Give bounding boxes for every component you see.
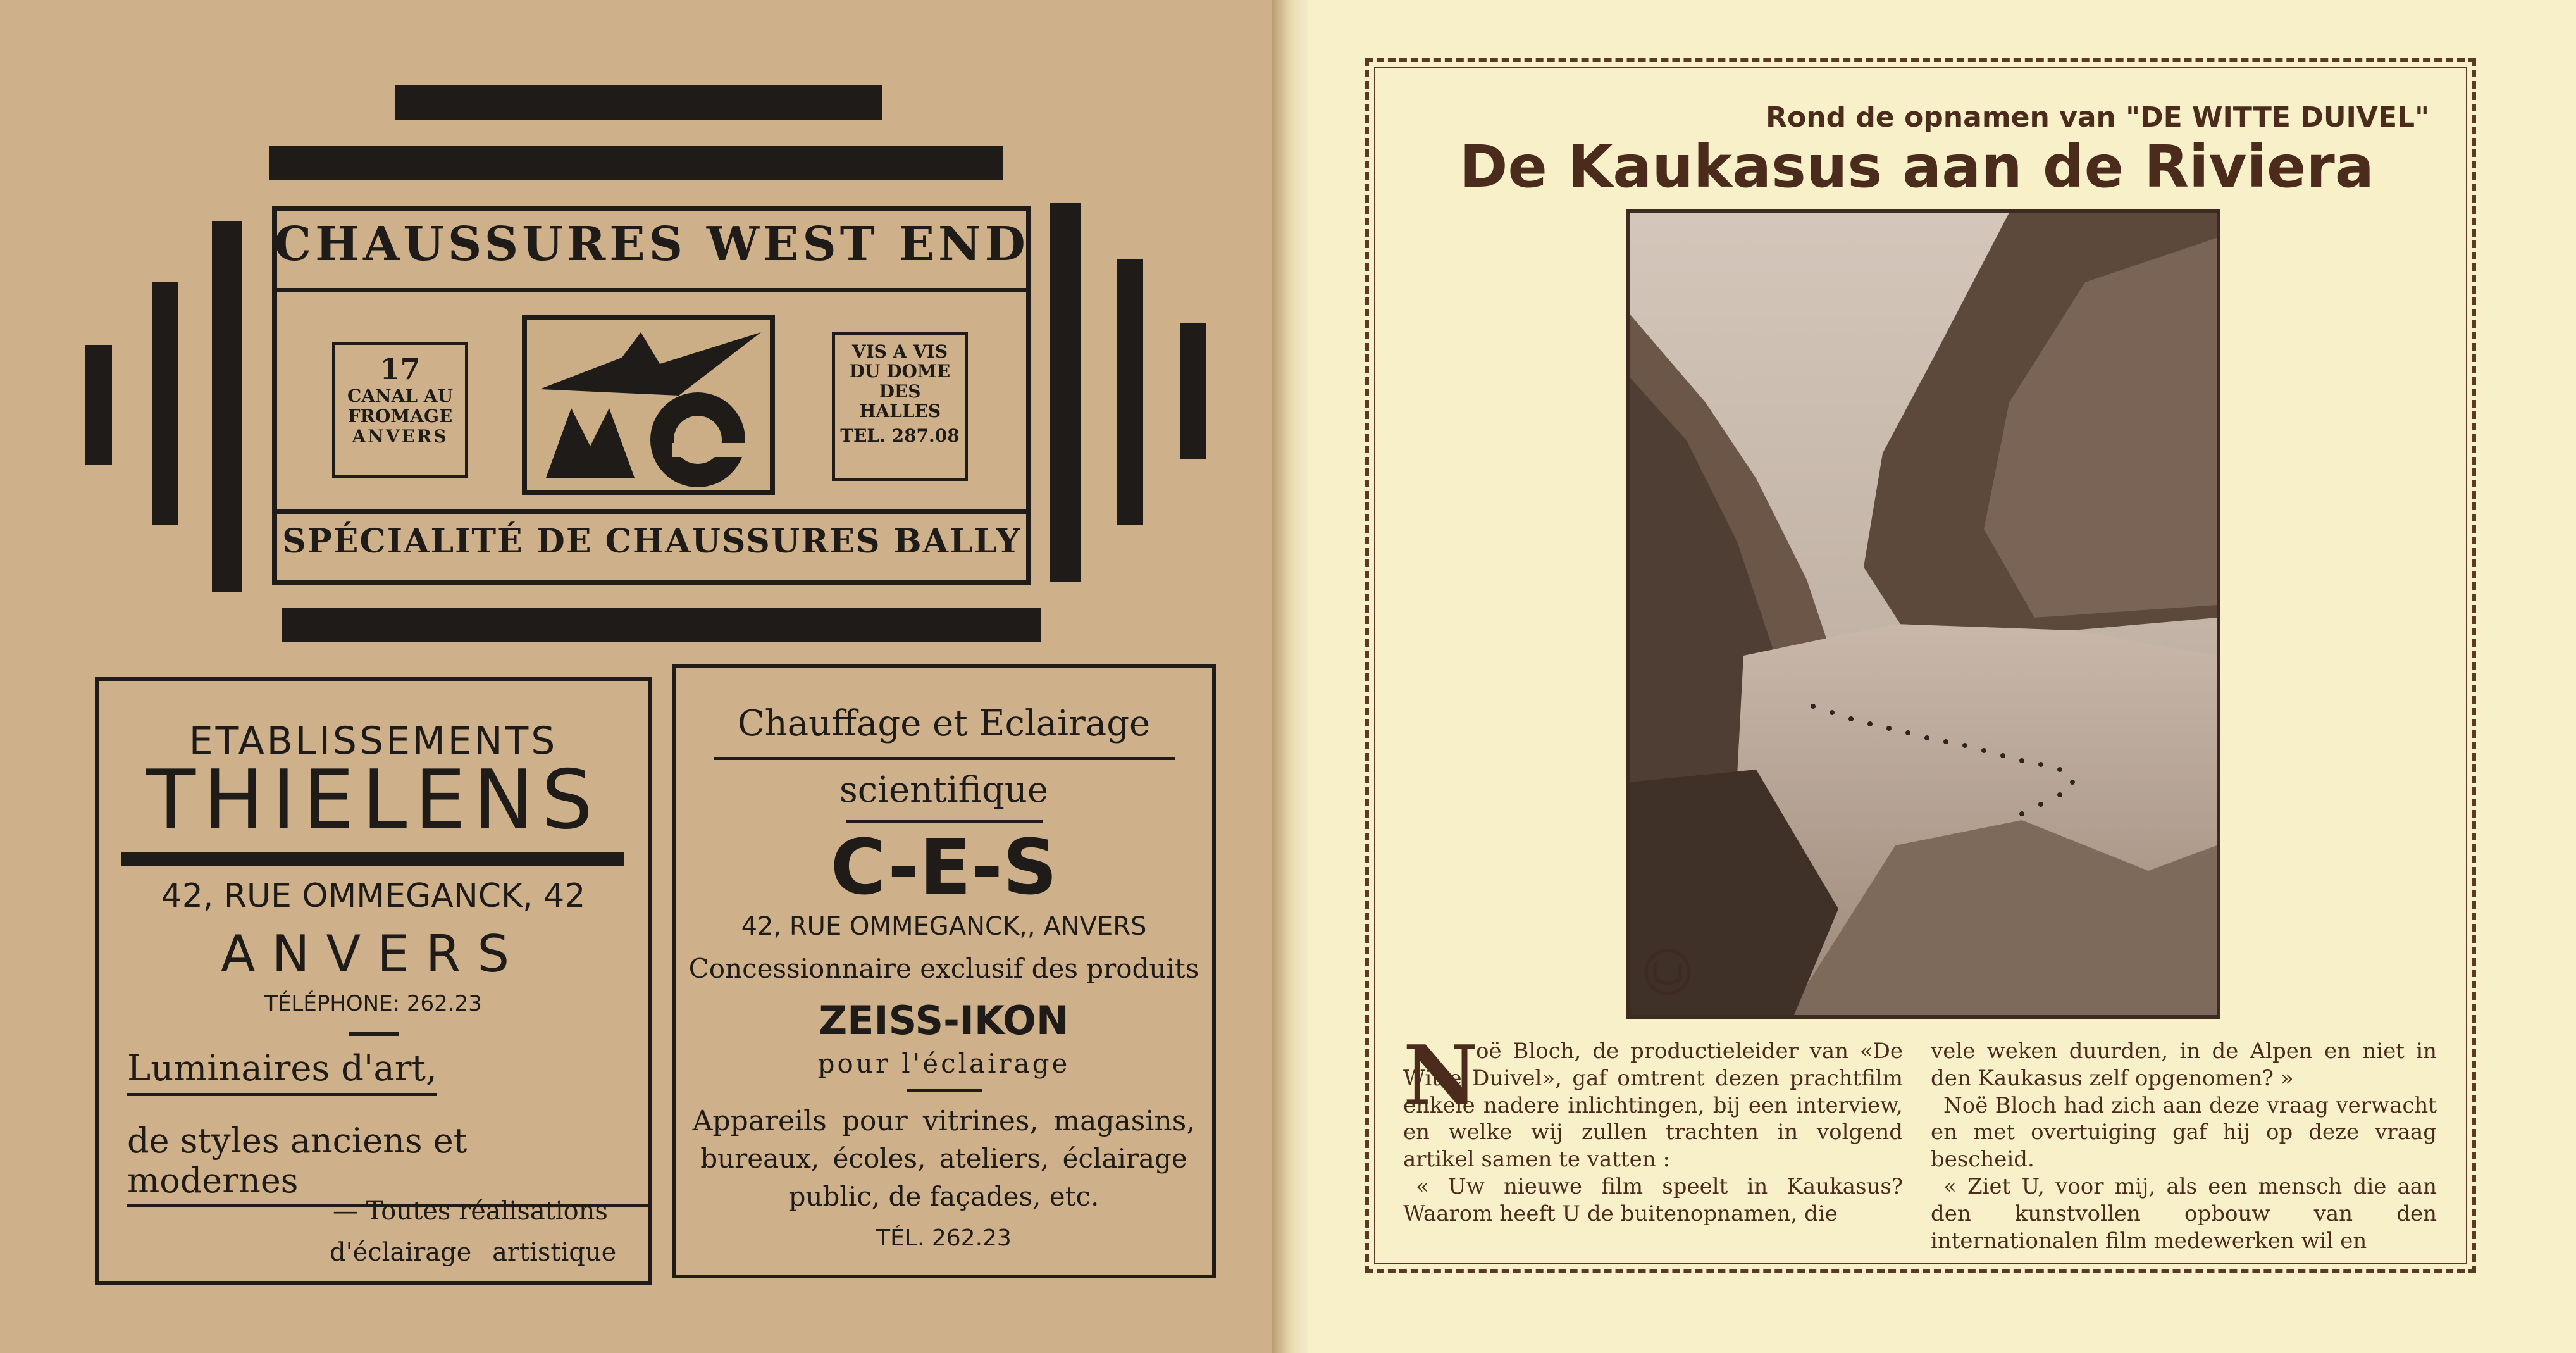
ces-products-1: Appareils pour vitrines, magasins, xyxy=(692,1105,1196,1137)
ces-rule-3 xyxy=(907,1089,982,1092)
decor-bar-right-3 xyxy=(1180,323,1206,459)
ces-address: 42, RUE OMMEGANCK,, ANVERS xyxy=(741,912,1147,941)
decor-bar-top xyxy=(395,85,882,120)
ces-brand: ZEISS-IKON xyxy=(819,997,1069,1044)
west-end-ad xyxy=(82,79,1215,661)
article-column-1 xyxy=(1403,1038,1903,1228)
mountain-gorge-photo xyxy=(1630,213,2217,1015)
col1-paragraph-1: oë Bloch, de productieleider van «De Witte Duivel», gaf omtrent dezen prachtfilm enkele nadere inlichtingen, bij een interview, en welke wij zullen trachten in volgend artikel samen te vatten : xyxy=(1403,1038,1903,1173)
thielens-line-b: de styles anciens et modernes xyxy=(127,1121,648,1207)
thielens-rule xyxy=(121,852,624,866)
thielens-line1: ETABLISSEMENTS xyxy=(189,719,558,763)
west-end-vis-a-vis-box xyxy=(832,332,968,481)
west-end-divider-top xyxy=(272,288,1031,292)
thielens-ad xyxy=(95,677,652,1285)
thielens-dash xyxy=(349,1032,399,1036)
decor-bar-top-2 xyxy=(269,146,1003,180)
article-photo xyxy=(1626,209,2220,1019)
ces-products-3: public, de façades, etc. xyxy=(788,1181,1099,1212)
decor-bar-bottom xyxy=(282,608,1041,642)
ces-rule-2 xyxy=(846,820,1043,823)
address-line: CANAL AU xyxy=(347,385,453,406)
thielens-name: THIELENS xyxy=(146,753,601,847)
col1-paragraph-2: « Uw nieuwe film speelt in Kaukasus? Waarom heeft U de buitenopnamen, die xyxy=(1403,1174,1903,1226)
decor-bar-right-1 xyxy=(1050,203,1081,582)
decor-bar-left-2 xyxy=(152,282,178,525)
ces-name: C-E-S xyxy=(830,824,1058,912)
ces-phone: TÉL. 262.23 xyxy=(876,1225,1012,1251)
west-end-logo xyxy=(522,315,775,495)
article-headline: De Kaukasus aan de Riviera xyxy=(1459,133,2374,201)
article-column-2 xyxy=(1931,1038,2437,1255)
ces-rule-1 xyxy=(714,757,1175,760)
vis-phone: TEL. 287.08 xyxy=(840,425,960,447)
ces-line1: Chauffage et Eclairage xyxy=(737,703,1151,744)
col2-paragraph-1: vele weken duurden, in de Alpen en niet in den Kaukasus zelf opgenomen? » xyxy=(1931,1038,2437,1091)
vis-line: DU DOME xyxy=(849,361,951,382)
we-logo-icon xyxy=(527,320,770,490)
decor-bar-right-2 xyxy=(1117,259,1143,525)
address-line: ANVERS xyxy=(352,426,449,447)
address-number: 17 xyxy=(380,352,421,386)
thielens-line-c: — Toutes réalisations xyxy=(333,1197,608,1226)
col2-paragraph-3: « Ziet U, voor mij, als een mensch die aan den kunstvollen opbouw van den internationalen film medewerken wil en xyxy=(1931,1174,2437,1254)
ces-concession: Concessionnaire exclusif des produits xyxy=(688,953,1199,984)
decor-bar-left-1 xyxy=(85,345,112,465)
ces-ad xyxy=(672,664,1216,1278)
ces-line2: scientifique xyxy=(839,770,1049,811)
thielens-city: ANVERS xyxy=(220,925,526,983)
vis-line: HALLES xyxy=(858,401,941,422)
west-end-specialty: SPÉCIALITÉ DE CHAUSSURES BALLY xyxy=(282,522,1021,561)
thielens-phone: TÉLÉPHONE: 262.23 xyxy=(264,991,482,1016)
vis-line: DES xyxy=(879,380,921,402)
west-end-address-box xyxy=(332,342,468,478)
west-end-title: CHAUSSURES WEST END xyxy=(274,217,1029,271)
decor-bar-left-3 xyxy=(212,221,242,592)
ces-products-2: bureaux, écoles, ateliers, éclairage xyxy=(700,1143,1187,1174)
vis-line: VIS A VIS xyxy=(851,341,948,362)
book-spine xyxy=(1272,0,1308,1353)
col2-paragraph-2: Noë Bloch had zich aan deze vraag verwacht en met overtuiging gaf hij op deze vraag bescheid. xyxy=(1931,1092,2437,1173)
article-kicker: Rond de opnamen van "DE WITTE DUIVEL" xyxy=(1766,101,2429,134)
west-end-divider-bottom xyxy=(272,509,1031,514)
thielens-address: 42, RUE OMMEGANCK, 42 xyxy=(161,877,586,915)
article-drop-cap: N xyxy=(1403,1027,1478,1124)
ces-purpose: pour l'éclairage xyxy=(817,1048,1070,1079)
address-line: FROMAGE xyxy=(347,406,453,427)
thielens-line-a: Luminaires d'art, xyxy=(127,1048,437,1096)
thielens-line-d: d'éclairage artistique xyxy=(330,1238,617,1267)
